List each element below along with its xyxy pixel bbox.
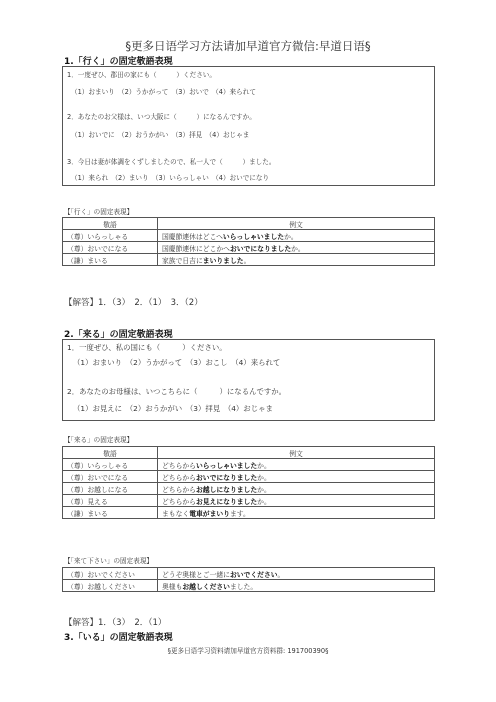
table-header-row: [63, 447, 435, 459]
section2-title: 2.「来る」の固定敬語表現: [64, 330, 173, 340]
section2-request-table: [62, 567, 435, 592]
keigo-type: （尊）いらっしゃる: [63, 230, 158, 242]
keigo-type: （尊）おいでください: [63, 568, 158, 580]
example-sentence: まもなく電車がまいります。: [158, 507, 435, 519]
keigo-type: （尊）おいでになる: [63, 242, 158, 254]
example-sentence: 国慶節連休はどこへいらっしゃいましたか。: [158, 230, 435, 242]
table-row: [63, 459, 435, 471]
example-sentence: どちらからおいでになりましたか。: [158, 471, 435, 483]
example-sentence: どうぞ奥様とご一緒においでください。: [158, 568, 435, 580]
section1-question-box: [62, 66, 435, 186]
s1-q2-options: （1）おいでに （2）おうかがい （3）拝見 （4）おじゃま: [71, 131, 250, 139]
table-row: [63, 230, 435, 242]
table-row: [63, 580, 435, 592]
section1-answer: 【解答】1．（3） 2．（1） 3．（2）: [64, 298, 203, 308]
table-row: [63, 507, 435, 519]
s1-q1-options: （1）おまいり （2）うかがって （3）おいで （4）来られて: [71, 88, 256, 96]
section2-table-caption: 【「来る」の固定表現】: [64, 436, 134, 444]
section2-question-box: [62, 339, 435, 421]
table-row: [63, 254, 435, 266]
section1-keigo-table: [62, 217, 435, 266]
keigo-type: （尊）おいでになる: [63, 471, 158, 483]
table-row: [63, 495, 435, 507]
s2-q2: 2．あなたのお母様は、いつこちらに（ ）になるんですか。: [67, 387, 287, 396]
col-header-keigo: 敬語: [63, 447, 158, 459]
table-row: [63, 483, 435, 495]
section2-keigo-table: [62, 446, 435, 519]
s1-q3: 3．今日は妻が体調をくずしましたので、私一人で（ ）ました。: [67, 158, 276, 166]
section1-title: 1.「行く」の固定敬語表現: [64, 57, 173, 67]
col-header-keigo: 敬語: [63, 218, 158, 230]
keigo-type: （謙）まいる: [63, 507, 158, 519]
s1-q2: 2．あなたのお父様は、いつ大阪に（ ）になるんですか。: [67, 113, 256, 121]
col-header-example: 例文: [158, 447, 435, 459]
section2-table2-caption: 【「来て下さい」の固定表現】: [64, 557, 154, 565]
section3-title: 3.「いる」の固定敬語表現: [64, 633, 173, 643]
keigo-type: （尊）見える: [63, 495, 158, 507]
keigo-type: （尊）いらっしゃる: [63, 459, 158, 471]
keigo-type: （謙）まいる: [63, 254, 158, 266]
example-sentence: 奥様もお越しくださいました。: [158, 580, 435, 592]
section2-answer: 【解答】1．（3） 2．（1）: [64, 618, 167, 628]
s2-q2-options: （1）お見えに （2）おうかがい （3）拝見 （4）おじゃま: [73, 404, 273, 413]
page-footer: §更多日语学习资料请加早道官方资料群: 191700390§: [167, 647, 329, 655]
table-row: [63, 568, 435, 580]
example-sentence: どちらからいらっしゃいましたか。: [158, 459, 435, 471]
col-header-example: 例文: [158, 218, 435, 230]
example-sentence: どちらからお見えになりましたか。: [158, 495, 435, 507]
table-row: [63, 242, 435, 254]
keigo-type: （尊）お越しください: [63, 580, 158, 592]
s1-q1: 1．一度ぜひ、郡田の家にも（ ）ください。: [67, 71, 216, 79]
table-header-row: [63, 218, 435, 230]
s2-q1: 1．一度ぜひ、私の国にも（ ）ください。: [67, 343, 227, 352]
s2-q1-options: （1）おまいり （2）うかがって （3）おこし （4）来られて: [73, 358, 281, 367]
section1-table-caption: 【「行く」の固定表現】: [64, 208, 134, 216]
s1-q3-options: （1）来られ （2）まいり （3）いらっしゃい （4）おいでになり: [71, 174, 270, 182]
example-sentence: 家族で日吉にまいりました。: [158, 254, 435, 266]
keigo-type: （尊）お越しになる: [63, 483, 158, 495]
table-row: [63, 471, 435, 483]
page-header: §更多日语学习方法请加早道官方微信:早道日语§: [125, 39, 371, 53]
example-sentence: どちらからお越しになりましたか。: [158, 483, 435, 495]
example-sentence: 国慶節連休にどこかへおいでになりましたか。: [158, 242, 435, 254]
